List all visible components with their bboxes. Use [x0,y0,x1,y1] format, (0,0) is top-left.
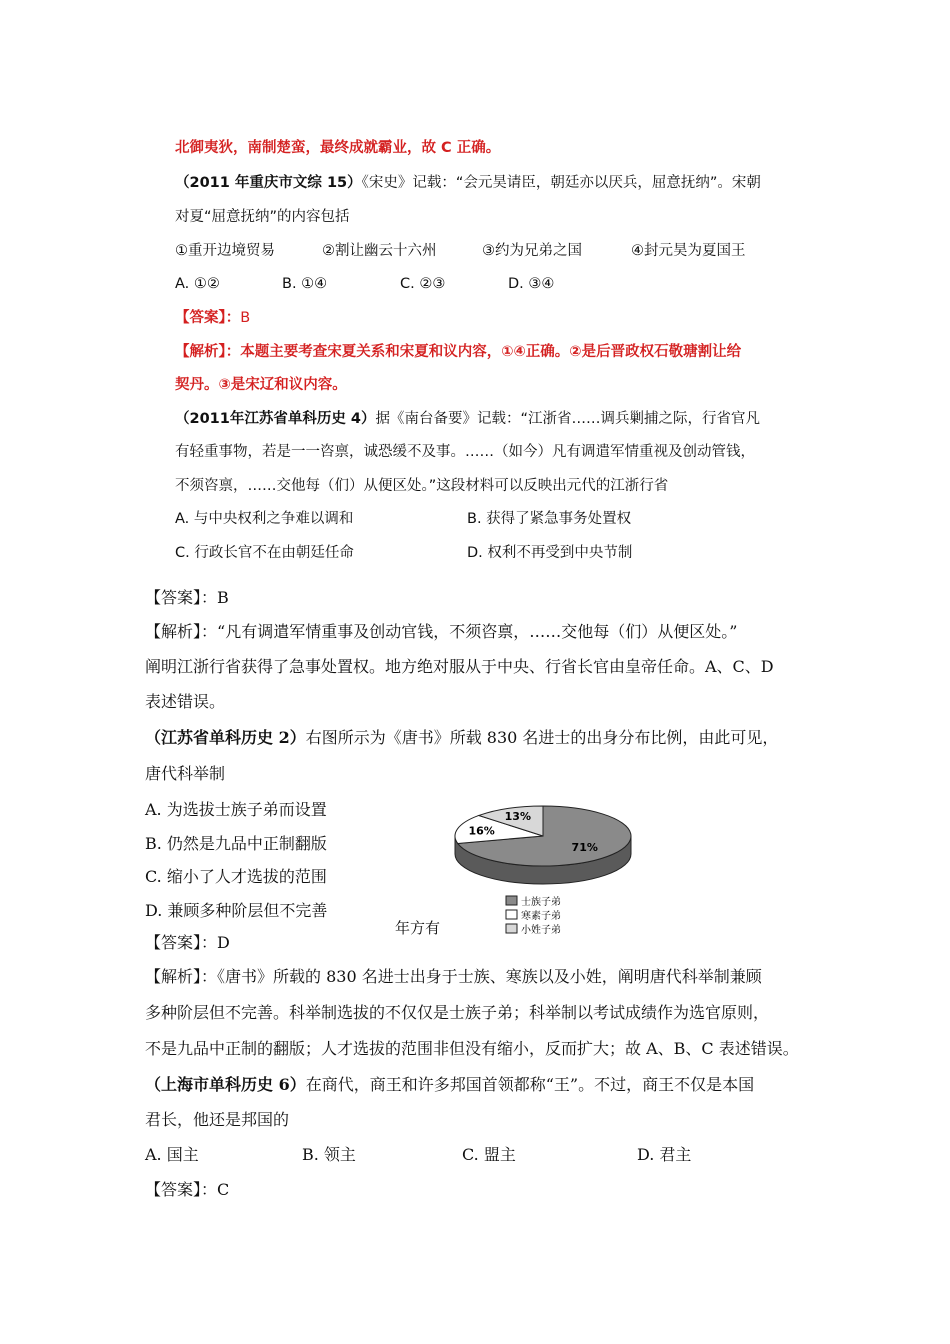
legend-label-2: 寒素子弟 [521,911,561,922]
q1-stem-1: 《宋史》记载：“会元昊请臣，朝廷亦以厌兵，屈意抚纳”。宋朝 [361,175,761,191]
q2-answer-value: ：B [201,588,229,607]
q4-option-d: D. 君主 [637,1145,692,1164]
q4-stem-2: 君长，他还是邦国的 [145,1110,290,1129]
pie-legend [506,895,561,936]
q2-stem-line1 [175,408,760,430]
q1-answer-label: 【答案】： [175,310,241,326]
q2-option-b: B. 获得了紧急事务处置权 [467,511,632,527]
q3-analysis-1: ：《唐书》所载的 830 名进士出身于士族、寒族以及小姓，阐明唐代科举制兼顾 [201,967,762,986]
q1-option-c: C. ②③ [400,276,446,292]
q3-option-b: B. 仍然是九品中正制翻版 [145,834,327,853]
q4-option-b: B. 领主 [302,1145,356,1164]
legend-swatch-3 [506,924,517,933]
q2-option-c: C. 行政长官不在由朝廷任命 [175,545,354,561]
q4-option-a: A. 国主 [145,1145,199,1164]
q1-option-a: A. ①② [175,276,220,292]
q4-option-c: C. 盟主 [462,1145,516,1164]
q3-pie-chart [388,796,668,936]
q3-chart-caption: 年方有 [395,919,441,937]
q3-analysis-3: 不是九品中正制的翻版；人才选拔的范围非但没有缩小，反而扩大；故 A、B、C 表述错误。 [145,1039,799,1058]
q2-analysis [145,621,737,643]
pie-label-1: 71% [571,841,598,855]
q3-answer-value: ：D [201,933,230,952]
q4-answer-value: ：C [201,1180,230,1199]
q1-options [175,273,675,295]
legend-swatch-1 [506,896,517,905]
q2-source: （2011年江苏省单科历史 4） [175,411,376,427]
q3-option-a: A. 为选拔士族子弟而设置 [145,800,327,819]
q2-analysis-1: ：“凡有调遣军情重事及创动官钱，不须咨禀，……交他每（们）从便区处。” [201,622,738,641]
q1-analysis-1: 本题主要考查宋夏关系和宋夏和议内容，①④正确。②是后晋政权石敬瑭割让给 [240,344,742,360]
pie-slices [455,806,631,884]
q2-stem-3: 不须咨禀，……交他每（们）从便区处。”这段材料可以反映出元代的江浙行省 [175,478,669,494]
q3-source: （江苏省单科历史 2） [145,728,306,747]
q2-answer-label: 【答案】 [145,588,202,607]
q1-analysis [175,341,741,363]
q1-option-b: B. ①④ [282,276,328,292]
q2-option-a: A. 与中央权利之争难以调和 [175,511,354,527]
q1-stem-2: 对夏“屈意抚纳”的内容包括 [175,209,350,225]
q4-options [145,1144,745,1166]
q2-answer [145,587,229,609]
pie-label-2: 16% [468,824,495,838]
q1-items [175,240,795,262]
q1-item-2: ②割让幽云十六州 [322,243,437,259]
q2-analysis-label: 【解析】 [145,622,202,641]
q3-answer [145,932,230,954]
q4-stem-line1 [145,1074,754,1096]
q1-option-d: D. ③④ [508,276,555,292]
q4-source: （上海市单科历史 6） [145,1075,306,1094]
q0-tail: 北御夷狄，南制楚蛮，最终成就霸业，故 C 正确。 [175,140,501,156]
q3-stem-line1 [145,727,778,749]
q1-stem-line1 [175,172,761,194]
q2-options-row1 [175,508,735,530]
q2-stem-1: 据《南台备要》记载：“江浙省……调兵剿捕之际，行省官凡 [375,411,761,427]
q4-answer-label: 【答案】 [145,1180,202,1199]
q1-answer [175,307,250,329]
q1-source: （2011 年重庆市文综 15） [175,175,362,191]
q2-stem-2: 有轻重事物，若是一一咨禀，诚恐缓不及事。……（如今）凡有调遣军情重视及创动管钱， [175,444,755,460]
q3-option-c: C. 缩小了人才选拔的范围 [145,867,327,886]
q1-item-3: ③约为兄弟之国 [482,243,582,259]
pie-label-3: 13% [504,810,532,824]
q1-item-1: ①重开边境贸易 [175,243,275,259]
legend-swatch-2 [506,910,517,919]
q1-analysis-label: 【解析】： [175,344,241,360]
q2-analysis-2: 阐明江浙行省获得了急事处置权。地方绝对服从于中央、行省长官由皇帝任命。A、C、D [145,657,774,676]
legend-label-1: 士族子弟 [521,897,561,908]
q3-stem-1: 右图所示为《唐书》所载 830 名进士的出身分布比例，由此可见， [305,728,779,747]
q1-answer-value: B [240,310,251,326]
q3-analysis-2: 多种阶层但不完善。科举制选拔的不仅仅是士族子弟；科举制以考试成绩作为选官原则， [145,1003,770,1022]
q4-answer [145,1179,229,1201]
q3-answer-label: 【答案】 [145,933,202,952]
q2-options-row2 [175,542,735,564]
q4-stem-1: 在商代，商王和许多邦国首领都称“王”。不过，商王不仅是本国 [305,1075,755,1094]
q1-analysis-2: 契丹。③是宋辽和议内容。 [175,377,347,393]
q3-analysis-label: 【解析】 [145,967,202,986]
q3-option-d: D. 兼顾多种阶层但不完善 [145,901,328,920]
q1-item-4: ④封元昊为夏国王 [631,243,746,259]
q3-analysis [145,966,762,988]
q2-analysis-3: 表述错误。 [145,692,226,711]
q3-stem-2: 唐代科举制 [145,764,226,783]
q2-option-d: D. 权利不再受到中央节制 [467,545,633,561]
legend-label-3: 小姓子弟 [521,925,561,936]
